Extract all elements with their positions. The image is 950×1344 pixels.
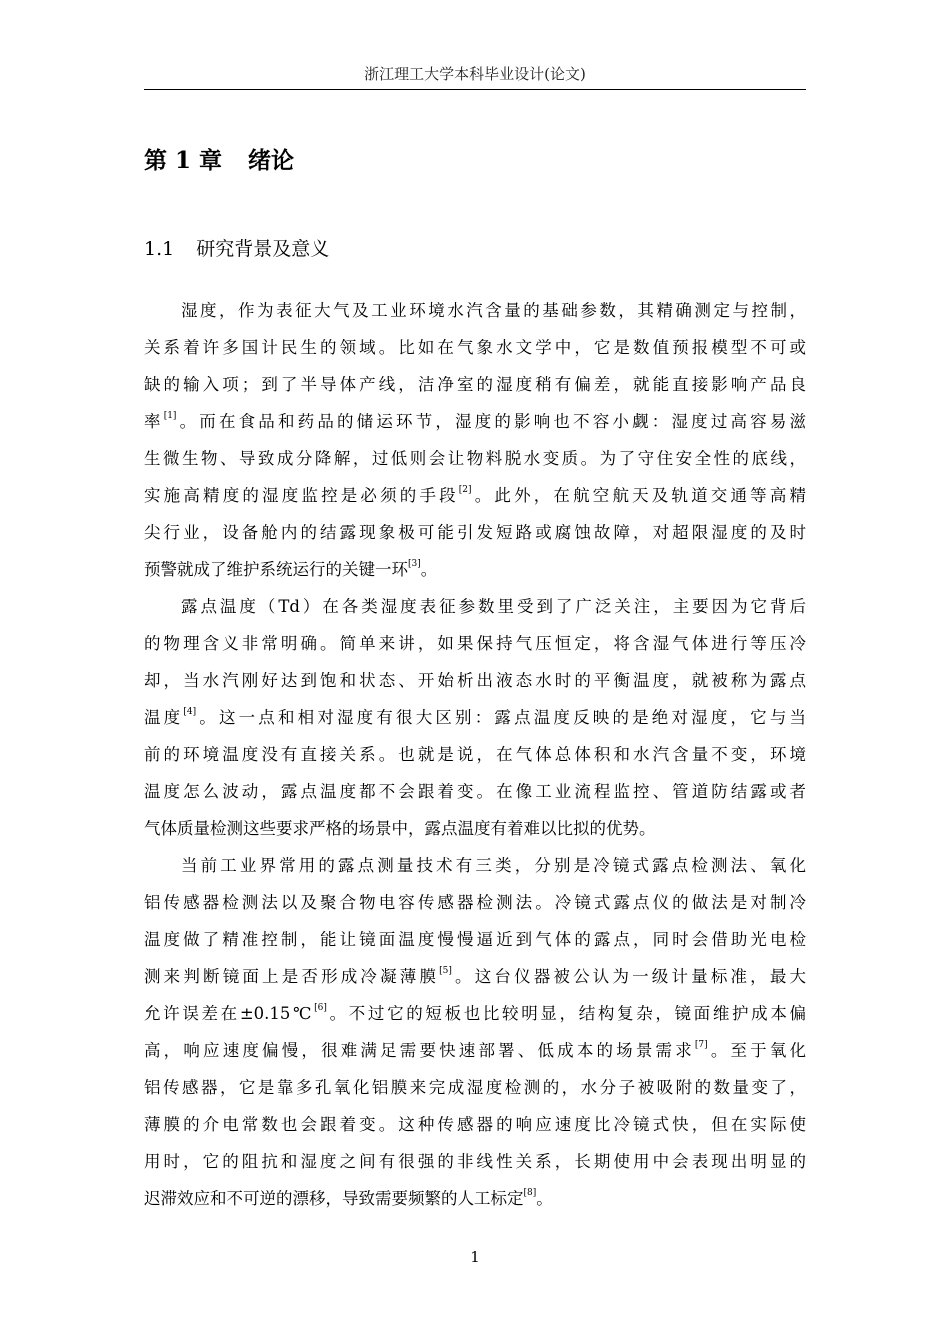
chapter-heading (144, 142, 294, 175)
text-line: 铝传感器，它是靠多孔氧化铝膜来完成湿度检测的，水分子被吸附的数量变了， (144, 1078, 806, 1097)
text-span: 迟滞效应和不可逆的漂移，导致需要频繁的人工标定 (144, 1189, 524, 1208)
text-line: 生微生物、导致成分降解，过低则会让物料脱水变质。为了守住安全性的底线， (144, 449, 806, 468)
text-line: 却，当水汽刚好达到饱和状态、开始析出液态水时的平衡温度，就被称为露点 (144, 671, 806, 690)
citation-mark: [6] (314, 1003, 327, 1013)
section-title: 研究背景及意义 (196, 238, 330, 260)
citation-mark: [7] (694, 1040, 708, 1050)
text-span: 。这一点和相对湿度有很大区别：露点温度反映的是绝对湿度，它与当 (196, 708, 807, 727)
chapter-title: 绪论 (248, 147, 295, 174)
text-line: 温度做了精准控制，能让镜面温度慢慢逼近到气体的露点，同时会借助光电检 (144, 930, 806, 949)
citation-mark: [3] (408, 559, 421, 569)
text-span: 。 (536, 1189, 553, 1208)
citation-mark: [4] (183, 707, 197, 717)
text-line: 气体质量检测这些要求严格的场景中，露点温度有着难以比拟的优势。 (144, 819, 656, 838)
text-span: 高，响应速度偏慢，很难满足需要快速部署、低成本的场景需求 (144, 1041, 695, 1060)
text-line: 前的环境温度没有直接关系。也就是说，在气体总体积和水汽含量不变，环境 (144, 745, 806, 764)
citation-mark: [8] (523, 1188, 537, 1198)
citation-mark: [5] (439, 966, 452, 976)
page-number: 1 (470, 1248, 480, 1266)
text-span: 允许误差在±0.15℃ (144, 1004, 315, 1023)
text-span: 实施高精度的湿度监控是必须的手段 (144, 486, 459, 505)
text-line (144, 1180, 806, 1217)
citation-mark: [2] (458, 485, 472, 495)
text-line (144, 551, 806, 588)
paragraph (144, 588, 806, 847)
text-span: 率 (144, 412, 164, 431)
text-line: 当前工业界常用的露点测量技术有三类，分别是冷镜式露点检测法、氧化 (181, 856, 806, 875)
text-span: 。此外，在航空航天及轨道交通等高精 (471, 486, 807, 505)
text-line: 缺的输入项；到了半导体产线，洁净室的湿度稍有偏差，就能直接影响产品良 (144, 375, 806, 394)
text-line: 湿度，作为表征大气及工业环境水汽含量的基础参数，其精确测定与控制， (181, 301, 806, 320)
paragraph (144, 292, 806, 588)
text-line (144, 958, 806, 995)
header-rule (144, 89, 806, 90)
text-line: 尖行业，设备舱内的结露现象极可能引发短路或腐蚀故障，对超限湿度的及时 (144, 523, 806, 542)
text-line (144, 403, 806, 440)
text-span: 。而在食品和药品的储运环节，湿度的影响也不容小觑：湿度过高容易滋 (176, 412, 807, 431)
text-line: 薄膜的介电常数也会跟着变。这种传感器的响应速度比冷镜式快，但在实际使 (144, 1115, 806, 1134)
text-span: 预警就成了维护系统运行的关键一环 (144, 560, 408, 579)
text-span: 。这台仪器被公认为一级计量标准，最大 (451, 967, 807, 986)
text-line (144, 995, 806, 1032)
text-line (144, 477, 806, 514)
section-number: 1.1 (144, 238, 175, 260)
text-line: 温度怎么波动，露点温度都不会跟着变。在像工业流程监控、管道防结露或者 (144, 782, 806, 801)
chapter-number: 第 1 章 (144, 147, 223, 174)
text-line: 关系着许多国计民生的领域。比如在气象水文学中，它是数值预报模型不可或 (144, 338, 806, 357)
text-line: 的物理含义非常明确。简单来讲，如果保持气压恒定，将含湿气体进行等压冷 (144, 634, 806, 653)
text-span: 测来判断镜面上是否形成冷凝薄膜 (144, 967, 440, 986)
text-span: 温度 (144, 708, 184, 727)
text-span: 。至于氧化 (707, 1041, 807, 1060)
section-heading (144, 234, 329, 261)
body-text (144, 292, 806, 1217)
text-line (144, 1032, 806, 1069)
citation-mark: [1] (163, 411, 177, 421)
text-line (144, 699, 806, 736)
running-header: 浙江理工大学本科毕业设计(论文) (364, 65, 586, 83)
text-line: 用时，它的阻抗和湿度之间有很强的非线性关系，长期使用中会表现出明显的 (144, 1152, 806, 1171)
paragraph (144, 847, 806, 1217)
text-line: 露点温度（Td）在各类湿度表征参数里受到了广泛关注，主要因为它背后 (181, 597, 806, 616)
text-span: 。不过它的短板也比较明显，结构复杂，镜面维护成本偏 (326, 1004, 806, 1023)
text-span: 。 (420, 560, 438, 579)
text-line: 铝传感器检测法以及聚合物电容传感器检测法。冷镜式露点仪的做法是对制冷 (144, 893, 806, 912)
